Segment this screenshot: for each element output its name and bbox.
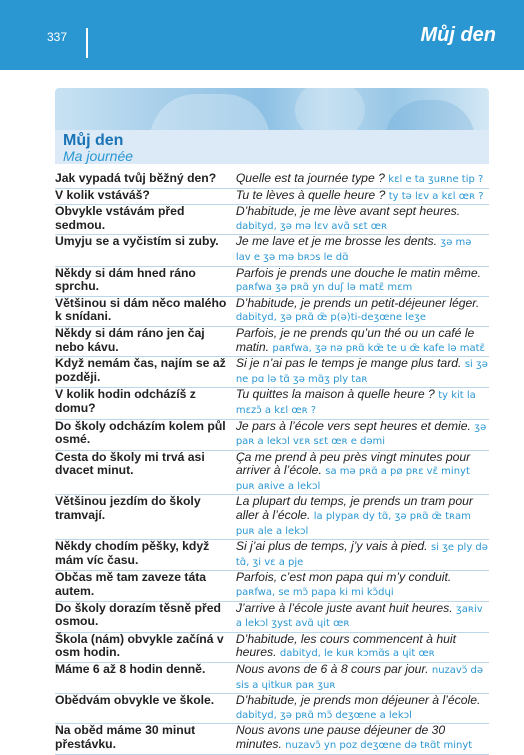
french-cell (236, 296, 489, 326)
french-phrase: D’habitude, je me lève avant sept heures. (235, 204, 461, 219)
czech-phrase: Máme 6 až 8 hodin denně. (55, 663, 236, 694)
pronunciation: ʒaʀiv a lekɔl ʒyst avɑ̃ ɥit œʀ (235, 603, 483, 630)
pronunciation: ty tə lɛv a kɛl œʀ ? (388, 190, 484, 202)
french-phrase: Nous avons de 6 à 8 cours par jour. (235, 662, 429, 676)
czech-phrase: V kolik hodin odcházíš z domu? (55, 388, 236, 419)
french-cell (236, 388, 489, 419)
french-cell (236, 632, 489, 662)
french-phrase: J’arrive à l’école juste avant huit heures. (235, 600, 453, 615)
phrase-row (55, 357, 489, 388)
pronunciation: kɛl e ta ʒuʀne tip ? (388, 174, 484, 185)
french-cell (236, 188, 489, 205)
french-cell (236, 663, 489, 694)
section-title-cz: Můj den (63, 132, 124, 149)
pronunciation: nuzavɔ̃ də sis a ɥitkuʀ paʀ ʒuʀ (235, 665, 484, 691)
page-number: 337 (47, 30, 68, 44)
czech-phrase: Do školy odcházím kolem půl osmé. (55, 419, 236, 450)
french-phrase: La plupart du temps, je prends un tram pour aller à l’école. (235, 494, 473, 523)
french-phrase: Parfois je prends une douche le matin même. (235, 265, 482, 280)
czech-phrase: Obědvám obvykle ve škole. (55, 694, 236, 724)
pronunciation: si ʒe ply də tɑ̃, ʒi vɛ a pje (235, 542, 488, 568)
pronunciation: ty kit la mɛzɔ̃ a kɛl œʀ ? (235, 390, 476, 416)
pronunciation: la plypaʀ dy tɑ̃, ʒə pʀɑ̃ œ̃ tʀam puʀ ale a lekɔl (235, 511, 471, 537)
czech-phrase: Cesta do školy mi trvá asi dvacet minut. (55, 450, 236, 495)
phrase-row (55, 188, 489, 205)
french-cell (236, 326, 489, 356)
pronunciation: paʀfwa, ʒə nə pʀɑ̃ kœ̃ te u œ̃ kafe lə matɛ̃ (272, 342, 485, 354)
czech-phrase: Umyju se a vyčistím si zuby. (55, 235, 236, 266)
czech-phrase: Někdy si dám hned ráno sprchu. (55, 266, 236, 296)
pronunciation: dabityd, ʒə pʀɑ̃ œ̃ p(ə)ti-deʒœne leʒe (235, 312, 427, 324)
french-cell (236, 205, 489, 235)
french-cell (236, 601, 489, 632)
pronunciation: ʒə mə lav e ʒə mə bʀɔs le dɑ̃ (235, 237, 472, 263)
czech-phrase: Občas mě tam zaveze táta autem. (55, 571, 236, 601)
phrase-row (55, 495, 489, 540)
czech-phrase: Jak vypadá tvůj běžný den? (55, 172, 236, 188)
french-cell (236, 694, 489, 724)
phrase-row (55, 663, 489, 694)
french-cell (236, 495, 489, 540)
czech-phrase: Škola (nám) obvykle začíná v osm hodin. (55, 632, 236, 662)
french-phrase: Tu quittes la maison à quelle heure ? (235, 387, 435, 402)
section-title-box (55, 130, 489, 164)
phrase-row (55, 172, 489, 188)
french-cell (236, 235, 489, 266)
pronunciation: paʀfwa, se mɔ̃ papa ki mi kɔ̃dɥi (235, 587, 394, 599)
header-divider (86, 28, 88, 58)
pronunciation: dabityd, le kuʀ kɔmɑ̃s a ɥit œʀ (279, 648, 435, 660)
pronunciation: si ʒə ne pɑ lə tɑ̃ ʒə mɑ̃ʒ ply taʀ (235, 359, 488, 385)
french-phrase: Parfois, je ne prends qu’un thé ou un café le matin. (235, 325, 475, 354)
pronunciation: sa mə pʀɑ̃ a pø pʀɛ vɛ̃ minyt puʀ aʀive a lekɔl (235, 466, 470, 492)
czech-phrase: Obvykle vstávám před sedmou. (55, 205, 236, 235)
phrase-row (55, 571, 489, 601)
phrase-row (55, 388, 489, 419)
phrase-row (55, 266, 489, 296)
french-phrase: Si je n’ai pas le temps je mange plus tard. (235, 356, 462, 371)
french-cell (236, 419, 489, 450)
phrase-row (55, 694, 489, 724)
phrase-row (55, 601, 489, 632)
french-cell (236, 357, 489, 388)
pronunciation: paʀfwa ʒə pʀɑ̃ yn duʃ lə matɛ̃ mɛm (235, 282, 413, 294)
french-phrase: Tu te lèves à quelle heure ? (235, 187, 386, 202)
czech-phrase: Někdy si dám ráno jen čaj nebo kávu. (55, 326, 236, 356)
czech-phrase: Většinou jezdím do školy tramvají. (55, 495, 236, 540)
phrase-row (55, 419, 489, 450)
phrase-table-body (55, 172, 489, 754)
pronunciation: nuzavɔ̃ yn poz deʒœne də tʀɑ̃t minyt (285, 739, 473, 751)
phrase-row (55, 326, 489, 356)
chapter-title: Můj den (420, 24, 496, 46)
phrase-row (55, 632, 489, 662)
french-cell (236, 266, 489, 296)
czech-phrase: Když nemám čas, najím se až později. (55, 357, 236, 388)
banner-shape (385, 100, 475, 130)
czech-phrase: Někdy chodím pěšky, když mám víc času. (55, 540, 236, 571)
phrase-row (55, 235, 489, 266)
french-phrase: Parfois, c’est mon papa qui m’y conduit. (235, 570, 452, 585)
phrase-table (55, 172, 489, 755)
french-cell (236, 450, 489, 495)
french-phrase: Je me lave et je me brosse les dents. (235, 234, 438, 249)
french-cell (236, 540, 489, 571)
section-photo-banner (55, 88, 489, 130)
phrase-row (55, 296, 489, 326)
czech-phrase: V kolik vstáváš? (55, 188, 236, 205)
phrase-row (55, 205, 489, 235)
french-cell (236, 172, 489, 188)
section-title-fr: Ma journée (63, 148, 134, 164)
czech-phrase: Na oběd máme 30 minut přestávku. (55, 724, 236, 754)
french-cell (236, 571, 489, 601)
french-phrase: Je pars à l’école vers sept heures et demie. (235, 418, 471, 433)
czech-phrase: Do školy dorazím těsně před osmou. (55, 601, 236, 632)
pronunciation: dabityd, ʒə mə lɛv avɑ̃ sɛt œʀ (235, 220, 387, 232)
french-phrase: D’habitude, je prends mon déjeuner à l’école. (235, 693, 481, 708)
banner-shape (150, 94, 270, 130)
banner-shape (295, 88, 365, 130)
french-phrase: Si j’ai plus de temps, j’y vais à pied. (235, 539, 428, 554)
czech-phrase: Většinou si dám něco malého k snídani. (55, 296, 236, 326)
phrase-row (55, 540, 489, 571)
pronunciation: ʒə paʀ a lekɔl vɛʀ sɛt œʀ e dəmi (235, 421, 487, 448)
pronunciation: dabityd, ʒə pʀɑ̃ mɔ̃ deʒœne a lekɔl (235, 709, 412, 721)
phrase-row (55, 450, 489, 495)
french-phrase: D’habitude, je prends un petit-déjeuner léger. (235, 295, 480, 310)
french-phrase: Nous avons une pause déjeuner de 30 minutes. (235, 723, 446, 751)
header-bar (0, 0, 524, 70)
french-phrase: Quelle est ta journée type ? (235, 171, 385, 185)
french-phrase: D’habitude, les cours commencent à huit heures. (235, 631, 456, 660)
french-phrase: Ça me prend à peu près vingt minutes pour arriver à l’école. (235, 449, 471, 478)
